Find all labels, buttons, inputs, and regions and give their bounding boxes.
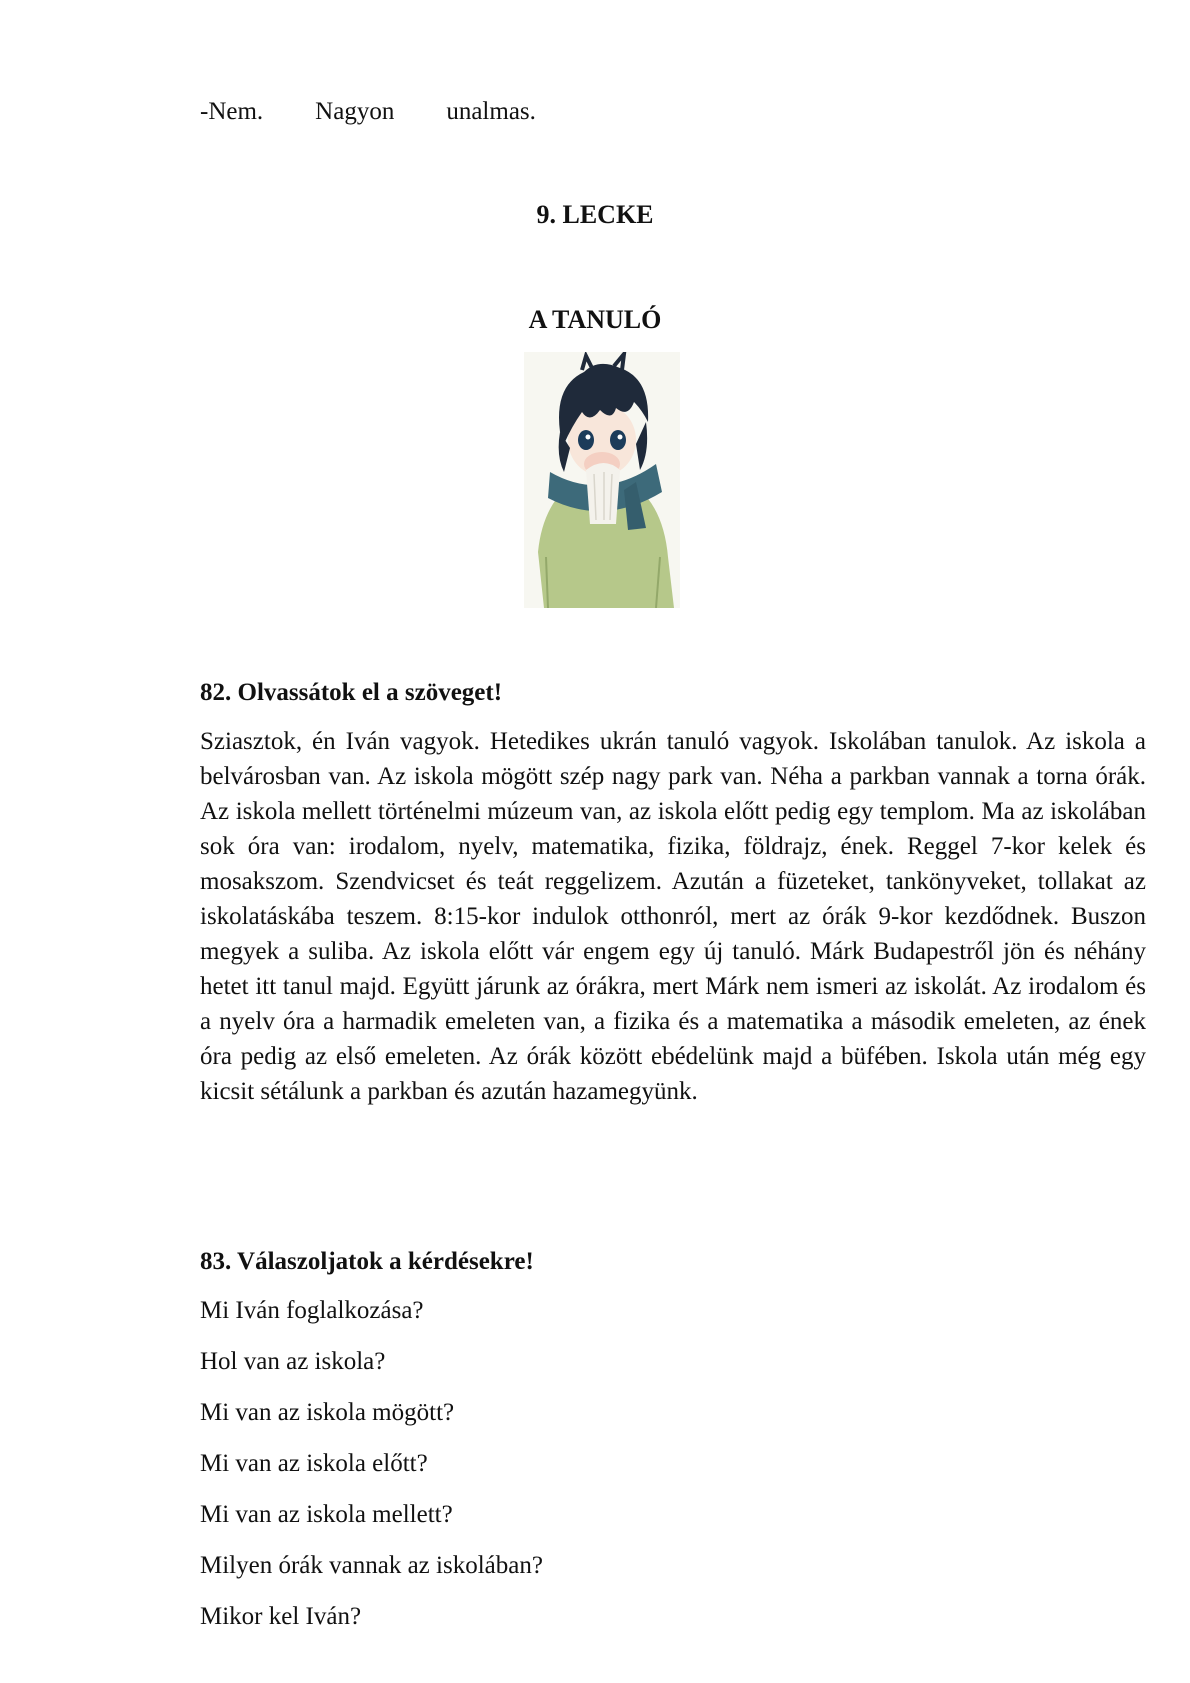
dialogue-line	[200, 98, 536, 126]
question-item: Mi van az iskola előtt?	[200, 1450, 428, 1477]
question-item: Hol van az iskola?	[200, 1348, 386, 1375]
dialogue-word: unalmas.	[446, 98, 536, 125]
dialogue-word: -Nem.	[200, 98, 264, 125]
question-item: Mi Iván foglalkozása?	[200, 1297, 424, 1324]
lesson-number: 9. LECKE	[536, 200, 654, 229]
boy-in-scarf-illustration	[524, 352, 680, 608]
question-item: Mi van az iskola mögött?	[200, 1399, 455, 1426]
dialogue-word: Nagyon	[315, 98, 395, 125]
question-item: Milyen órák vannak az iskolában?	[200, 1552, 543, 1579]
exercise-83-heading: 83. Válaszoljatok a kérdésekre!	[200, 1248, 534, 1275]
question-list	[200, 1296, 543, 1653]
question-item: Mi van az iskola mellett?	[200, 1501, 453, 1528]
question-item: Mikor kel Iván?	[200, 1603, 362, 1630]
reading-text: Sziasztok, én Iván vagyok. Hetedikes ukrán tanuló vagyok. Iskolában tanulok. Az iskola a belvárosban van. Az iskola mögött szép nagy park van. Néha a parkban vannak a torna órák. Az iskola mellett történelmi múzeum van, az iskola előtt pedig egy templom. Ma az iskolában sok óra van: irodalom, nyelv, matematika, fizika, földrajz, ének. Reggel 7-kor kelek és mosakszom. Szendvicset és teát reggelizem. Azután a füzeteket, tankönyveket, tollakat az iskolatáskába teszem. 8:15-kor indulok otthonról, mert az órák 9-kor kezdődnek. Buszon megyek a suliba. Az iskola előtt vár engem egy új tanuló. Márk Budapestről jön és néhány hetet itt tanul majd. Együtt járunk az órákra, mert Márk nem ismeri az iskolát. Az irodalom és a nyelv óra a harmadik emeleten van, a fizika és a matematika a második emeleten, az ének óra pedig az első emeleten. Az órák között ebédelünk majd a büfében. Iskola után még egy kicsit sétálunk a parkban és azután hazamegyünk.	[200, 728, 1146, 1105]
lesson-title: A TANULÓ	[528, 305, 662, 334]
exercise-82-heading: 82. Olvassátok el a szöveget!	[200, 679, 503, 706]
